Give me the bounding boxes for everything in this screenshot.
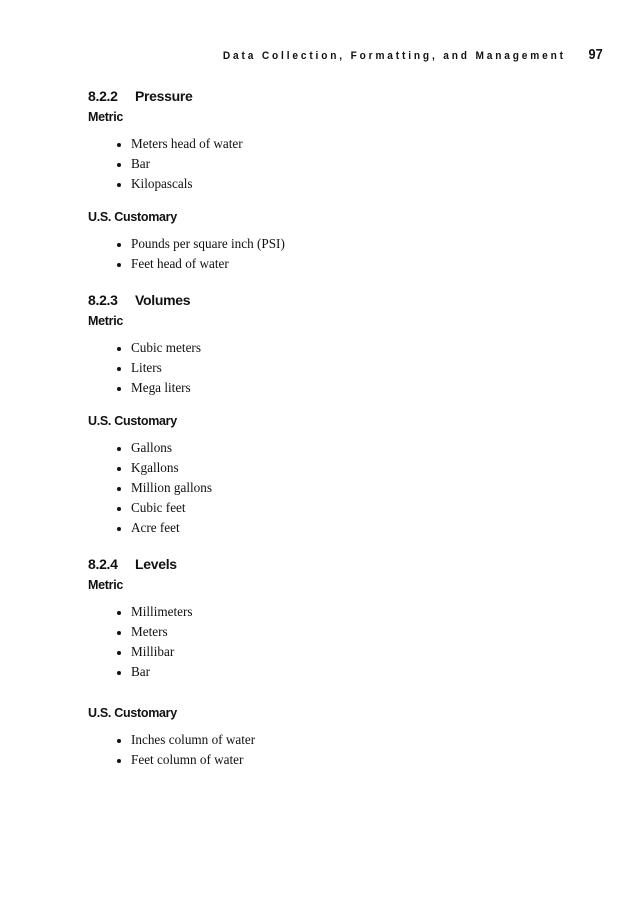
bullet-list-us [88, 438, 588, 538]
section-title: Pressure [135, 88, 193, 104]
list-item: Cubic feet [88, 498, 588, 518]
subheading-us-customary: U.S. Customary [88, 210, 177, 224]
list-item: Feet head of water [88, 254, 588, 274]
section-heading-levels [88, 554, 588, 574]
list-item: Millimeters [88, 602, 588, 622]
list-item: Bar [88, 154, 588, 174]
bullet-list-metric [88, 602, 588, 682]
section-heading-pressure [88, 86, 588, 106]
section-number: 8.2.4 [88, 556, 118, 572]
bullet-list-metric [88, 134, 588, 194]
section-heading-volumes [88, 290, 588, 310]
bullet-list-metric [88, 338, 588, 398]
bullet-list-us [88, 234, 588, 274]
bullet-list-us [88, 730, 588, 770]
list-item: Bar [88, 662, 588, 682]
list-item: Meters head of water [88, 134, 588, 154]
list-item: Pounds per square inch (PSI) [88, 234, 588, 254]
list-item: Cubic meters [88, 338, 588, 358]
list-item: Kgallons [88, 458, 588, 478]
list-item: Millibar [88, 642, 588, 662]
list-item: Inches column of water [88, 730, 588, 750]
running-header [193, 46, 603, 63]
section-number: 8.2.2 [88, 88, 118, 104]
list-item: Gallons [88, 438, 588, 458]
list-item: Liters [88, 358, 588, 378]
section-title: Volumes [135, 292, 191, 308]
list-item: Million gallons [88, 478, 588, 498]
section-title: Levels [135, 556, 177, 572]
section-number: 8.2.3 [88, 292, 118, 308]
list-item: Mega liters [88, 378, 588, 398]
subheading-metric: Metric [88, 110, 124, 124]
subheading-us-customary: U.S. Customary [88, 706, 177, 720]
subheading-us-customary: U.S. Customary [88, 414, 177, 428]
list-item: Kilopascals [88, 174, 588, 194]
list-item: Feet column of water [88, 750, 588, 770]
running-title: Data Collection, Formatting, and Management [223, 50, 567, 62]
page-content [88, 86, 588, 770]
subheading-metric: Metric [88, 578, 124, 592]
list-item: Acre feet [88, 518, 588, 538]
page-number: 97 [588, 46, 603, 63]
list-item: Meters [88, 622, 588, 642]
subheading-metric: Metric [88, 314, 124, 328]
